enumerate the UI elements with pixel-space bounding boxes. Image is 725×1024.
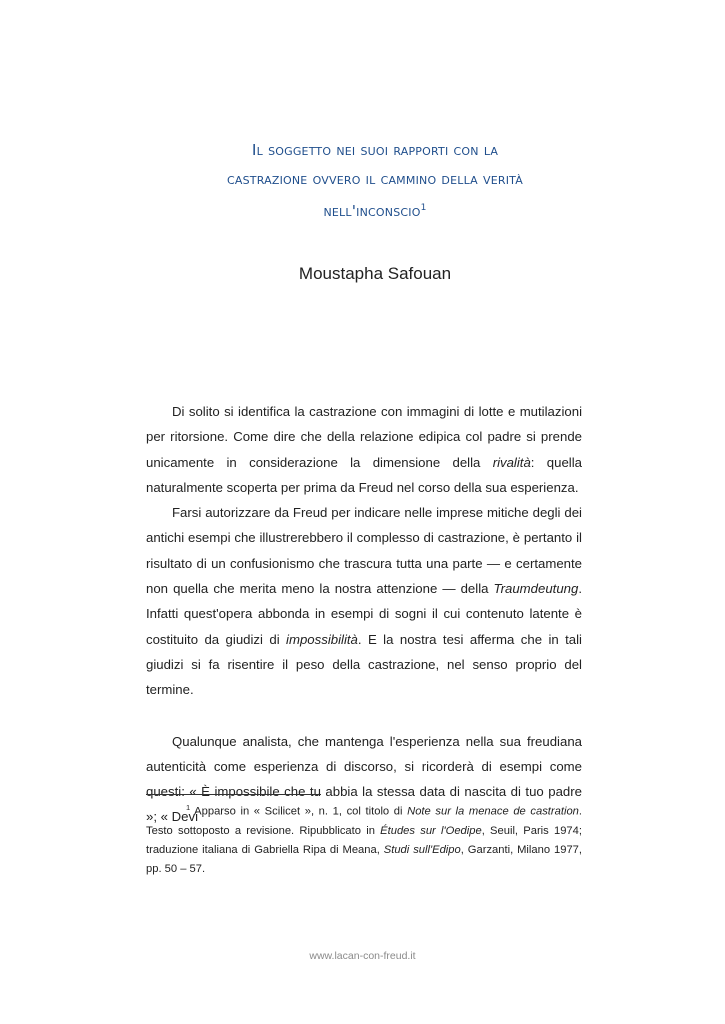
document-title (140, 136, 610, 226)
paragraph-1 (146, 399, 582, 500)
paragraph-2 (146, 500, 582, 702)
body-text (146, 399, 582, 830)
footnote-emphasis-1: Note sur la menace de castration (407, 805, 579, 818)
paragraph-1-end: : quella naturalmente scoperta per prima da Freud nel corso della sua esperienza. (146, 454, 582, 495)
paragraph-1-text: Di solito si identifica la castrazione con immagini di lotte e mutilazioni per ritorsione. Come dire che della relazione edipica col padre si prende unicamente in considerazione la dimensione della (146, 404, 582, 470)
paragraph-2-end: . E la nostra tesi afferma che in tali giudizi si fa risentire il peso della castrazione, nel senso proprio del termine. (146, 631, 582, 698)
footnote (146, 798, 582, 879)
footnote-divider (146, 794, 321, 795)
footnote-text-3: , Seuil, Paris 1974; traduzione italiana di Gabriella Ripa di Meana, (146, 824, 582, 856)
title-line-1: Il soggetto nei suoi rapporti con la (251, 141, 499, 159)
paragraph-2-text: Farsi autorizzare da Freud per indicare nelle imprese mitiche degli dei antichi esempi che illustrerebbero il complesso di castrazione, è pertanto il risultato di un confusionismo che trascura tutta una parte — e certamente non quella che merita meno la nostra attenzione — della (146, 505, 582, 597)
footnote-text-4: , Garzanti, Milano 1977, pp. 50 – 57. (146, 843, 583, 875)
title-line-2: castrazione ovvero il cammino della verità (227, 170, 523, 188)
paragraph-3: Qualunque analista, che mantenga l'esperienza nella sua freudiana autenticità come esperienza di discorso, si ricorderà di esempi come questi: « È impossibile che tu abbia la stessa data di nascita di tuo padre »; « Devi (146, 733, 582, 825)
footnote-1 (146, 798, 582, 879)
title-footnote-mark[interactable]: 1 (420, 203, 427, 213)
paragraph-2-emphasis: Traumdeutung (493, 581, 579, 597)
footnote-emphasis-3: Studi sull'Edipo (383, 843, 461, 856)
author-name: Moustapha Safouan (298, 264, 452, 283)
footnote-mark: 1 (186, 803, 191, 812)
paragraph-2-mid: . Infatti quest'opera abbonda in esempi di sogni il cui contenuto latente è costituito da giudizi di (146, 581, 582, 647)
footnote-text-1: Apparso in « Scilicet », n. 1, col titolo di (190, 805, 408, 818)
footnote-text-2: . Testo sottoposto a revisione. Ripubblicato in (146, 805, 582, 837)
title-line-3-text: nell'inconscio (323, 202, 421, 221)
paragraph-2-emphasis-2: impossibilità (286, 631, 358, 647)
title-line-3 (140, 194, 610, 226)
paragraph-1-emphasis: rivalità (492, 454, 531, 470)
footer-url[interactable]: www.lacan-con-freud.it (309, 950, 416, 962)
footnote-emphasis-2: Études sur l'Oedipe (380, 824, 482, 837)
